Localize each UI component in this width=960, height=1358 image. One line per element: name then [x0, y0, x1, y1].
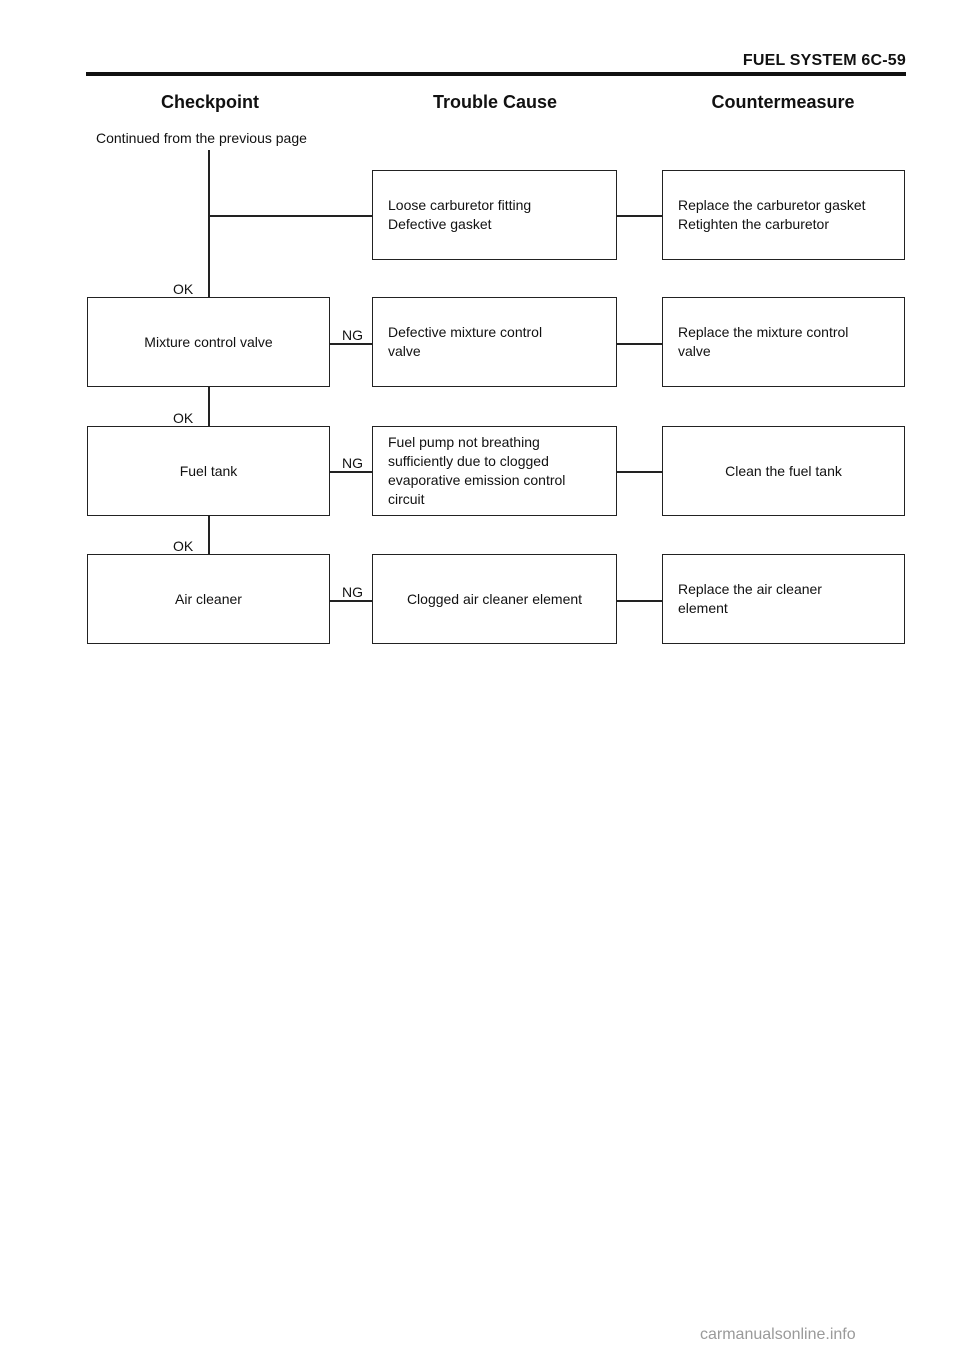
- column-header-checkpoint: Checkpoint: [160, 92, 259, 112]
- checkpoint-text-row2: Mixture control valve: [144, 333, 273, 350]
- ng-label-row3: NG: [342, 455, 363, 471]
- column-header-countermeasure: Countermeasure: [711, 92, 855, 112]
- cause-box-row1: [372, 170, 617, 260]
- measure-text-row1: Replace the carburetor gasket Retighten the carburetor: [678, 197, 866, 232]
- checkpoint-text-row4: Air cleaner: [175, 590, 242, 607]
- connector-cause-measure-row1: [617, 215, 662, 217]
- ok-label-row2: OK: [173, 281, 194, 297]
- column-header-trouble-cause: Trouble Cause: [432, 92, 558, 112]
- measure-box-row2: [662, 297, 905, 387]
- ok-label-row4: OK: [173, 538, 194, 554]
- connector-vertical-row3-row4: [208, 516, 210, 554]
- measure-box-row3: [662, 426, 905, 516]
- measure-text-row4: Replace the air cleaner element: [678, 581, 822, 616]
- checkpoint-text-row3: Fuel tank: [179, 462, 238, 479]
- checkpoint-box-row3: [87, 426, 330, 516]
- cause-box-row2: [372, 297, 617, 387]
- watermark: carmanualsonline.info: [700, 1326, 856, 1343]
- connector-ng-row3: [330, 471, 372, 473]
- ok-label-row3: OK: [173, 410, 194, 426]
- measure-box-row1: [662, 170, 905, 260]
- measure-box-row4: [662, 554, 905, 644]
- cause-box-row3: [372, 426, 617, 516]
- connector-vertical-top: [208, 150, 210, 297]
- checkpoint-box-row2: [87, 297, 330, 387]
- connector-ng-row4: [330, 600, 372, 602]
- measure-text-row2: Replace the mixture control valve: [678, 324, 849, 359]
- connector-branch-row1: [208, 215, 372, 217]
- connector-cause-measure-row3: [617, 471, 662, 473]
- connector-vertical-row2-row3: [208, 387, 210, 427]
- ng-label-row2: NG: [342, 327, 363, 343]
- checkpoint-box-row4: [87, 554, 330, 644]
- continued-note: Continued from the previous page: [96, 130, 307, 146]
- cause-box-row4: [372, 554, 617, 644]
- cause-text-row2: Defective mixture control valve: [388, 324, 543, 359]
- cause-text-row1: Loose carburetor fitting Defective gasket: [388, 197, 532, 232]
- header-title: FUEL SYSTEM 6C-59: [742, 52, 906, 69]
- ng-label-row4: NG: [342, 584, 363, 600]
- measure-text-row3: Clean the fuel tank: [725, 462, 842, 479]
- connector-ng-row2: [330, 343, 372, 345]
- connector-cause-measure-row2: [617, 343, 662, 345]
- cause-text-row3: Fuel pump not breathing sufficiently due to clogged evaporative emission control circuit: [388, 434, 566, 507]
- connector-cause-measure-row4: [617, 600, 662, 602]
- cause-text-row4: Clogged air cleaner element: [406, 590, 583, 607]
- header-rule: [86, 72, 906, 76]
